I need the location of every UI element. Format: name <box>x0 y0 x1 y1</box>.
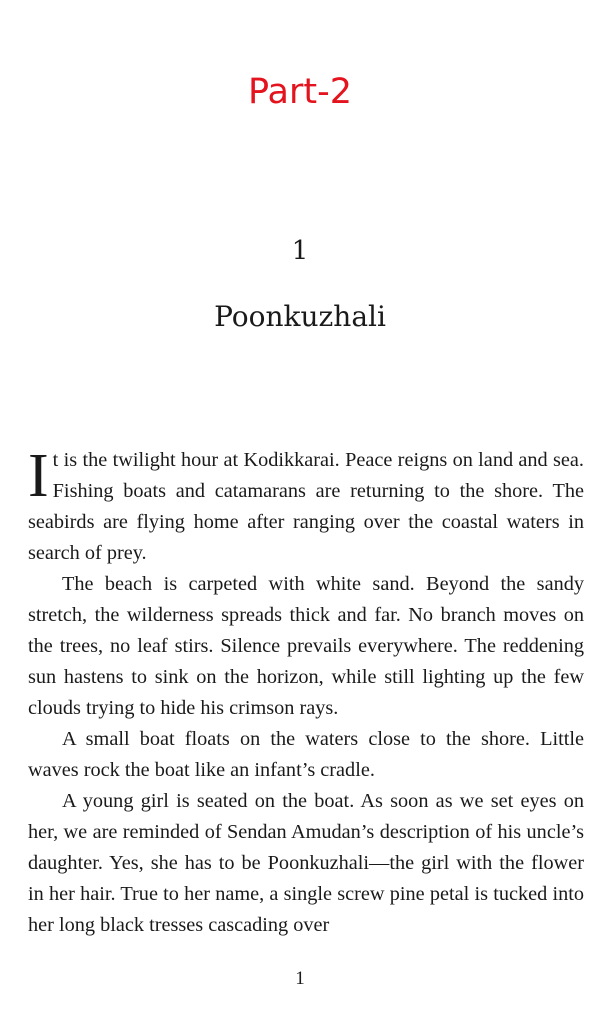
drop-cap: I <box>28 442 49 510</box>
paragraph-1 <box>28 442 584 569</box>
paragraph-3: A small boat floats on the waters close to the shore. Little waves rock the boat like an infant’s cradle. <box>28 728 584 781</box>
paragraph-1-text: t is the twilight hour at Kodikkarai. Peace reigns on land and sea. Fishing boats and catamarans are returning to the shore. The seabirds are flying home after ranging over the coastal waters in search of prey. <box>28 449 584 564</box>
chapter-number: 1 <box>291 236 309 266</box>
page-number: 1 <box>295 968 305 989</box>
part-heading: Part-2 <box>248 72 352 112</box>
chapter-body <box>28 442 584 941</box>
chapter-title: Poonkuzhali <box>214 300 386 333</box>
paragraph-4: A young girl is seated on the boat. As soon as we set eyes on her, we are reminded of Sendan Amudan’s description of his uncle’s daughter. Yes, she has to be Poonkuzhali—the girl with the flower in her hair. True to her name, a single screw pine petal is tucked into her long black tresses cascading over <box>28 790 584 936</box>
paragraph-2: The beach is carpeted with white sand. Beyond the sandy stretch, the wilderness spreads thick and far. No branch moves on the trees, no leaf stirs. Silence prevails everywhere. The reddening sun hastens to sink on the horizon, while still lighting up the few clouds trying to hide his crimson rays. <box>28 573 584 719</box>
